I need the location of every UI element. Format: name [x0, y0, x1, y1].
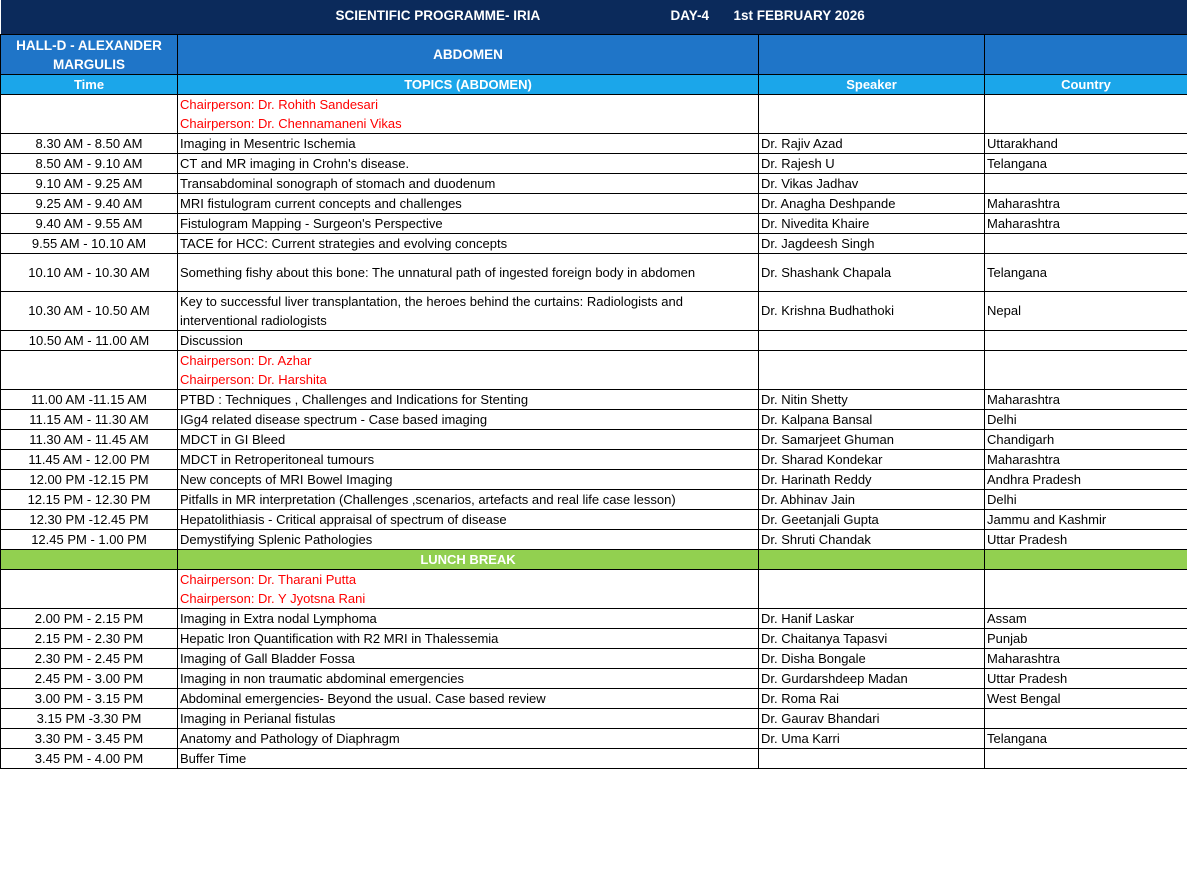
session-country: Punjab: [985, 629, 1187, 649]
chair-country-blank: [985, 95, 1187, 134]
session-country: Maharashtra: [985, 390, 1187, 410]
session-time: 2.00 PM - 2.15 PM: [1, 609, 178, 629]
table-row: [1, 410, 1187, 430]
session-topic: Hepatolithiasis - Critical appraisal of spectrum of disease: [178, 510, 759, 530]
session-topic: Key to successful liver transplantation, the heroes behind the curtains: Radiologists and interventional radiologists: [178, 292, 759, 331]
session-country: Nepal: [985, 292, 1187, 331]
session-country: Maharashtra: [985, 214, 1187, 234]
session-country: West Bengal: [985, 689, 1187, 709]
session-topic: Imaging in Mesentric Ischemia: [178, 134, 759, 154]
session-time: 12.00 PM -12.15 PM: [1, 470, 178, 490]
table-row: [1, 629, 1187, 649]
session-country: [985, 709, 1187, 729]
session-topic: Imaging in Extra nodal Lymphoma: [178, 609, 759, 629]
session-time: 9.55 AM - 10.10 AM: [1, 234, 178, 254]
chairperson-name: Chairperson: Dr. Y Jyotsna Rani: [180, 591, 366, 606]
chairpersons: [178, 95, 759, 134]
session-speaker: Dr. Vikas Jadhav: [759, 174, 985, 194]
session-country: [985, 234, 1187, 254]
session-time: 11.30 AM - 11.45 AM: [1, 430, 178, 450]
session-time: 12.15 PM - 12.30 PM: [1, 490, 178, 510]
chairperson-row: [1, 351, 1187, 390]
hall-blank: [985, 35, 1187, 75]
lunch-row: [1, 550, 1187, 570]
session-country: Chandigarh: [985, 430, 1187, 450]
header-country: Country: [985, 75, 1187, 95]
session-country: Telangana: [985, 729, 1187, 749]
header-row: [1, 75, 1187, 95]
session-topic: Imaging of Gall Bladder Fossa: [178, 649, 759, 669]
session-country: Telangana: [985, 254, 1187, 292]
chairpersons: [178, 351, 759, 390]
table-row: [1, 234, 1187, 254]
session-time: 9.10 AM - 9.25 AM: [1, 174, 178, 194]
chairperson-name: Chairperson: Dr. Azhar: [180, 353, 312, 368]
session-topic: Fistulogram Mapping - Surgeon's Perspective: [178, 214, 759, 234]
chairperson-row: [1, 570, 1187, 609]
lunch-country-blank: [985, 550, 1187, 570]
session-topic: Imaging in Perianal fistulas: [178, 709, 759, 729]
session-speaker: Dr. Hanif Laskar: [759, 609, 985, 629]
session-topic: Pitfalls in MR interpretation (Challenges ,scenarios, artefacts and real life case lesson): [178, 490, 759, 510]
table-row: [1, 689, 1187, 709]
session-speaker: Dr. Shruti Chandak: [759, 530, 985, 550]
session-topic: PTBD : Techniques , Challenges and Indications for Stenting: [178, 390, 759, 410]
table-row: [1, 174, 1187, 194]
header-topics: TOPICS (ABDOMEN): [178, 75, 759, 95]
session-time: 10.10 AM - 10.30 AM: [1, 254, 178, 292]
session-country: Assam: [985, 609, 1187, 629]
table-row: [1, 709, 1187, 729]
session-speaker: Dr. Krishna Budhathoki: [759, 292, 985, 331]
chair-speaker-blank: [759, 570, 985, 609]
session-country: Delhi: [985, 410, 1187, 430]
header-speaker: Speaker: [759, 75, 985, 95]
session-speaker: Dr. Gaurav Bhandari: [759, 709, 985, 729]
hall-blank: [759, 35, 985, 75]
session-time: 3.45 PM - 4.00 PM: [1, 749, 178, 769]
session-topic: Demystifying Splenic Pathologies: [178, 530, 759, 550]
session-topic: MDCT in Retroperitoneal tumours: [178, 450, 759, 470]
session-speaker: Dr. Jagdeesh Singh: [759, 234, 985, 254]
session-time: 12.45 PM - 1.00 PM: [1, 530, 178, 550]
session-topic: TACE for HCC: Current strategies and evolving concepts: [178, 234, 759, 254]
banner: [1, 0, 1187, 35]
table-row: [1, 530, 1187, 550]
session-speaker: Dr. Shashank Chapala: [759, 254, 985, 292]
table-row: [1, 450, 1187, 470]
session-speaker: Dr. Rajiv Azad: [759, 134, 985, 154]
session-country: Uttar Pradesh: [985, 530, 1187, 550]
chairperson-row: [1, 95, 1187, 134]
session-topic: Hepatic Iron Quantification with R2 MRI in Thalessemia: [178, 629, 759, 649]
session-time: 8.30 AM - 8.50 AM: [1, 134, 178, 154]
session-time: 3.30 PM - 3.45 PM: [1, 729, 178, 749]
table-row: [1, 134, 1187, 154]
session-time: 8.50 AM - 9.10 AM: [1, 154, 178, 174]
session-topic: Anatomy and Pathology of Diaphragm: [178, 729, 759, 749]
session-speaker: Dr. Nitin Shetty: [759, 390, 985, 410]
header-time: Time: [1, 75, 178, 95]
session-speaker: Dr. Anagha Deshpande: [759, 194, 985, 214]
lunch-speaker-blank: [759, 550, 985, 570]
table-row: [1, 649, 1187, 669]
hall-row: [1, 35, 1187, 75]
session-time: 3.15 PM -3.30 PM: [1, 709, 178, 729]
session-speaker: Dr. Roma Rai: [759, 689, 985, 709]
session-topic: Abdominal emergencies- Beyond the usual. Case based review: [178, 689, 759, 709]
chairperson-name: Chairperson: Dr. Rohith Sandesari: [180, 97, 378, 112]
session-country: Andhra Pradesh: [985, 470, 1187, 490]
session-country: Maharashtra: [985, 194, 1187, 214]
programme-title: SCIENTIFIC PROGRAMME- IRIA: [335, 8, 541, 23]
table-row: [1, 669, 1187, 689]
table-row: [1, 490, 1187, 510]
session-time: 2.15 PM - 2.30 PM: [1, 629, 178, 649]
session-country: [985, 331, 1187, 351]
session-speaker: Dr. Uma Karri: [759, 729, 985, 749]
table-row: [1, 390, 1187, 410]
chairperson-name: Chairperson: Dr. Chennamaneni Vikas: [180, 116, 402, 131]
session-speaker: Dr. Gurdarshdeep Madan: [759, 669, 985, 689]
programme-day: DAY-4: [670, 8, 710, 23]
session-speaker: Dr. Harinath Reddy: [759, 470, 985, 490]
session-country: Uttar Pradesh: [985, 669, 1187, 689]
session-topic: Buffer Time: [178, 749, 759, 769]
session-country: [985, 749, 1187, 769]
table-row: [1, 214, 1187, 234]
table-row: [1, 609, 1187, 629]
session-time: 10.50 AM - 11.00 AM: [1, 331, 178, 351]
programme-date: 1st FEBRUARY 2026: [733, 8, 865, 23]
chair-country-blank: [985, 570, 1187, 609]
session-topic: New concepts of MRI Bowel Imaging: [178, 470, 759, 490]
session-country: Telangana: [985, 154, 1187, 174]
session-time: 2.30 PM - 2.45 PM: [1, 649, 178, 669]
session-time: 9.40 AM - 9.55 AM: [1, 214, 178, 234]
session-time: 2.45 PM - 3.00 PM: [1, 669, 178, 689]
session-speaker: Dr. Kalpana Bansal: [759, 410, 985, 430]
session-country: [985, 174, 1187, 194]
session-topic: Discussion: [178, 331, 759, 351]
chair-time-blank: [1, 570, 178, 609]
banner-row: [1, 0, 1187, 35]
session-topic: CT and MR imaging in Crohn's disease.: [178, 154, 759, 174]
session-country: Maharashtra: [985, 649, 1187, 669]
chair-speaker-blank: [759, 95, 985, 134]
lunch-break-label: LUNCH BREAK: [178, 550, 759, 570]
session-country: Delhi: [985, 490, 1187, 510]
table-row: [1, 254, 1187, 292]
session-speaker: Dr. Sharad Kondekar: [759, 450, 985, 470]
session-speaker: Dr. Disha Bongale: [759, 649, 985, 669]
table-row: [1, 331, 1187, 351]
table-row: [1, 430, 1187, 450]
table-row: [1, 749, 1187, 769]
session-topic: MDCT in GI Bleed: [178, 430, 759, 450]
table-row: [1, 292, 1187, 331]
chair-country-blank: [985, 351, 1187, 390]
session-time: 11.45 AM - 12.00 PM: [1, 450, 178, 470]
session-time: 3.00 PM - 3.15 PM: [1, 689, 178, 709]
section-name: ABDOMEN: [178, 35, 759, 75]
table-row: [1, 470, 1187, 490]
session-country: Uttarakhand: [985, 134, 1187, 154]
session-speaker: Dr. Geetanjali Gupta: [759, 510, 985, 530]
session-speaker: Dr. Abhinav Jain: [759, 490, 985, 510]
chairperson-name: Chairperson: Dr. Harshita: [180, 372, 327, 387]
session-time: 12.30 PM -12.45 PM: [1, 510, 178, 530]
table-row: [1, 729, 1187, 749]
session-speaker: Dr. Chaitanya Tapasvi: [759, 629, 985, 649]
chairpersons: [178, 570, 759, 609]
session-speaker: Dr. Rajesh U: [759, 154, 985, 174]
session-time: 11.15 AM - 11.30 AM: [1, 410, 178, 430]
lunch-time-blank: [1, 550, 178, 570]
session-speaker: [759, 749, 985, 769]
table-row: [1, 510, 1187, 530]
session-time: 11.00 AM -11.15 AM: [1, 390, 178, 410]
session-speaker: Dr. Samarjeet Ghuman: [759, 430, 985, 450]
chairperson-name: Chairperson: Dr. Tharani Putta: [180, 572, 357, 587]
session-topic: Imaging in non traumatic abdominal emergencies: [178, 669, 759, 689]
session-topic: Something fishy about this bone: The unnatural path of ingested foreign body in abdomen: [178, 254, 759, 292]
session-country: Jammu and Kashmir: [985, 510, 1187, 530]
chair-speaker-blank: [759, 351, 985, 390]
session-country: Maharashtra: [985, 450, 1187, 470]
session-speaker: Dr. Nivedita Khaire: [759, 214, 985, 234]
session-time: 9.25 AM - 9.40 AM: [1, 194, 178, 214]
session-topic: MRI fistulogram current concepts and challenges: [178, 194, 759, 214]
session-time: 10.30 AM - 10.50 AM: [1, 292, 178, 331]
session-topic: IGg4 related disease spectrum - Case based imaging: [178, 410, 759, 430]
hall-name: HALL-D - ALEXANDER MARGULIS: [1, 35, 178, 75]
chair-time-blank: [1, 95, 178, 134]
chair-time-blank: [1, 351, 178, 390]
table-row: [1, 194, 1187, 214]
session-speaker: [759, 331, 985, 351]
table-row: [1, 154, 1187, 174]
session-topic: Transabdominal sonograph of stomach and duodenum: [178, 174, 759, 194]
